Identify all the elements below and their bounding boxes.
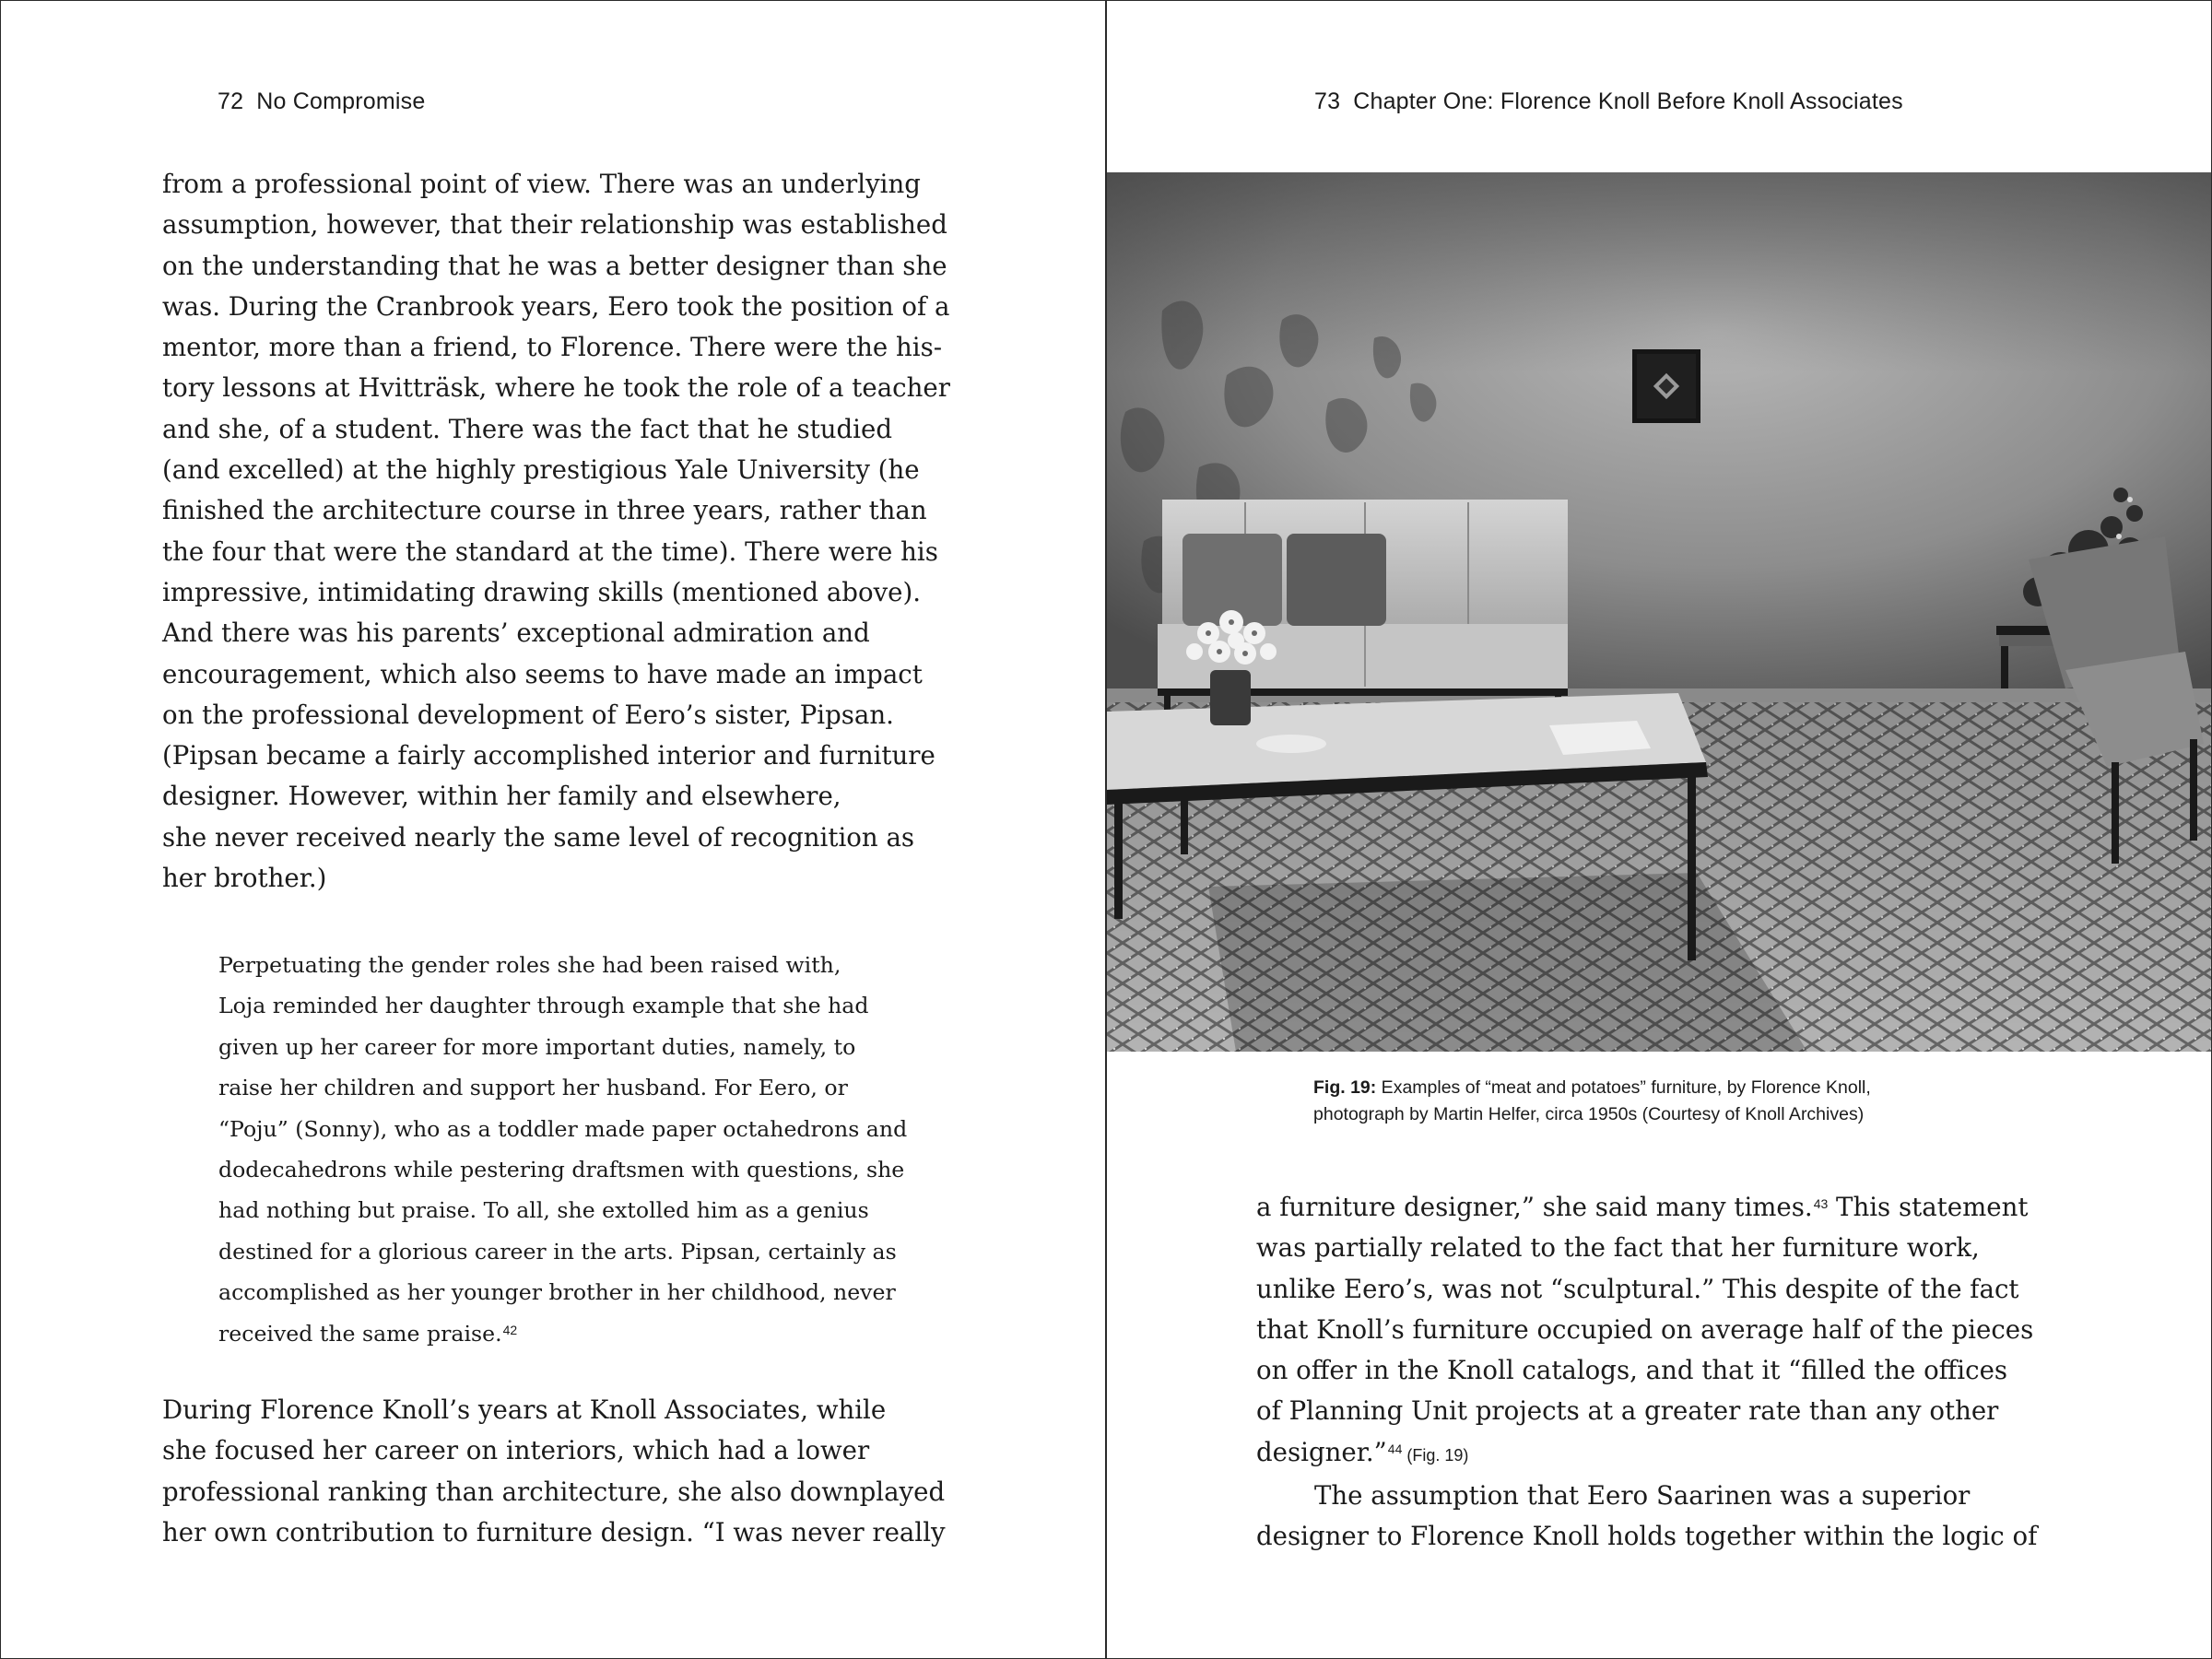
text-line: impressive, intimidating drawing skills (mentioned above). (162, 576, 922, 607)
text-line: finished the architecture course in three years, rather than (162, 495, 927, 526)
text-line: received the same praise.$^{42}$ (218, 1320, 518, 1347)
text-line: destined for a glorious career in the arts. Pipsan, certainly as (218, 1238, 897, 1265)
left-paragraph-2 (162, 1390, 946, 1553)
text-line: designer.”$^{44}$ (Fig. 19) (1256, 1436, 1469, 1467)
text-line: was. During the Cranbrook years, Eero took the position of a (162, 290, 950, 322)
text-line: on the understanding that he was a better designer than she (162, 250, 947, 281)
running-head-left (218, 88, 425, 115)
text-line: she never received nearly the same level of recognition as (162, 821, 915, 853)
running-head-right (1314, 88, 1903, 115)
text-line: (Pipsan became a fairly accomplished interior and furniture (162, 740, 935, 771)
text-line: During Florence Knoll’s years at Knoll Associates, while (162, 1394, 887, 1425)
text-line: tory lessons at Hvitträsk, where he took the role of a teacher (162, 372, 950, 404)
text-line: And there was his parents’ exceptional admiration and (162, 618, 870, 649)
chapter-title-head: Chapter One: Florence Knoll Before Knoll Associates (1353, 88, 1903, 114)
text-line: (and excelled) at the highly prestigious Yale University (he (162, 454, 920, 486)
text-line: unlike Eero’s, was not “sculptural.” This despite of the fact (1256, 1273, 2019, 1304)
page-number-left: 72 (218, 88, 244, 114)
text-line: encouragement, which also seems to have made an impact (162, 658, 923, 689)
text-line: accomplished as her younger brother in her childhood, never (218, 1279, 896, 1306)
text-line: had nothing but praise. To all, she extolled him as a genius (218, 1197, 869, 1224)
text-line: mentor, more than a friend, to Florence. There were the his- (162, 332, 943, 363)
text-line: she focused her career on interiors, which had a lower (162, 1435, 870, 1466)
text-line: Loja reminded her daughter through example that she had (218, 993, 869, 1019)
text-line: raise her children and support her husband. For Eero, or (218, 1075, 848, 1101)
text-line: her own contribution to furniture design. “I was never really (162, 1516, 946, 1547)
block-quote (218, 945, 907, 1354)
text-line: on the professional development of Eero’s sister, Pipsan. (162, 699, 894, 730)
text-line: The assumption that Eero Saarinen was a superior (1314, 1480, 1971, 1512)
right-page (1107, 0, 2212, 1659)
caption-line-1: Examples of “meat and potatoes” furniture, by Florence Knoll, (1376, 1077, 1871, 1098)
text-line: assumption, however, that their relationship was established (162, 209, 947, 241)
text-line: dodecahedrons while pestering draftsmen with questions, she (218, 1157, 905, 1183)
text-line: Perpetuating the gender roles she had been raised with, (218, 952, 841, 978)
footnote-ref-44: 44 (1387, 1441, 1403, 1456)
figure-19-photo (1107, 172, 2212, 1052)
figure-reference: (Fig. 19) (1402, 1445, 1469, 1465)
text-line: of Planning Unit projects at a greater rate than any other (1256, 1395, 1999, 1427)
footnote-ref-42: 42 (502, 1322, 518, 1337)
text-line: her brother.) (162, 863, 327, 894)
left-page (0, 0, 1105, 1659)
text-line: “Poju” (Sonny), who as a toddler made paper octahedrons and (218, 1115, 908, 1142)
text-line: and she, of a student. There was the fact that he studied (162, 413, 892, 444)
text-line: the four that were the standard at the time). There were his (162, 535, 938, 567)
book-title-head: No Compromise (256, 88, 426, 114)
right-paragraph (1256, 1187, 2037, 1558)
text-line: given up her career for more important duties, namely, to (218, 1033, 856, 1060)
text-line: professional ranking than architecture, she also downplayed (162, 1476, 946, 1507)
figure-caption (1313, 1075, 1871, 1128)
text-line: designer to Florence Knoll holds together within the logic of (1256, 1521, 2038, 1552)
text-line: from a professional point of view. There was an underlying (162, 169, 921, 199)
caption-line-2: photograph by Martin Helfer, circa 1950s (Courtesy of Knoll Archives) (1313, 1104, 1865, 1124)
text-line: a furniture designer,” she said many times.$^{43}$ This statement (1256, 1192, 2029, 1222)
footnote-ref-43: 43 (1813, 1196, 1829, 1211)
text-line: was partially related to the fact that her furniture work, (1256, 1232, 1980, 1264)
text-line: that Knoll’s furniture occupied on average half of the pieces (1256, 1313, 2034, 1345)
page-number-right: 73 (1314, 88, 1341, 114)
text-line: on offer in the Knoll catalogs, and that it “filled the offices (1256, 1355, 2008, 1386)
figure-label: Fig. 19: (1313, 1077, 1377, 1098)
text-line: designer. However, within her family and elsewhere, (162, 781, 841, 812)
left-paragraph-1 (162, 164, 950, 899)
